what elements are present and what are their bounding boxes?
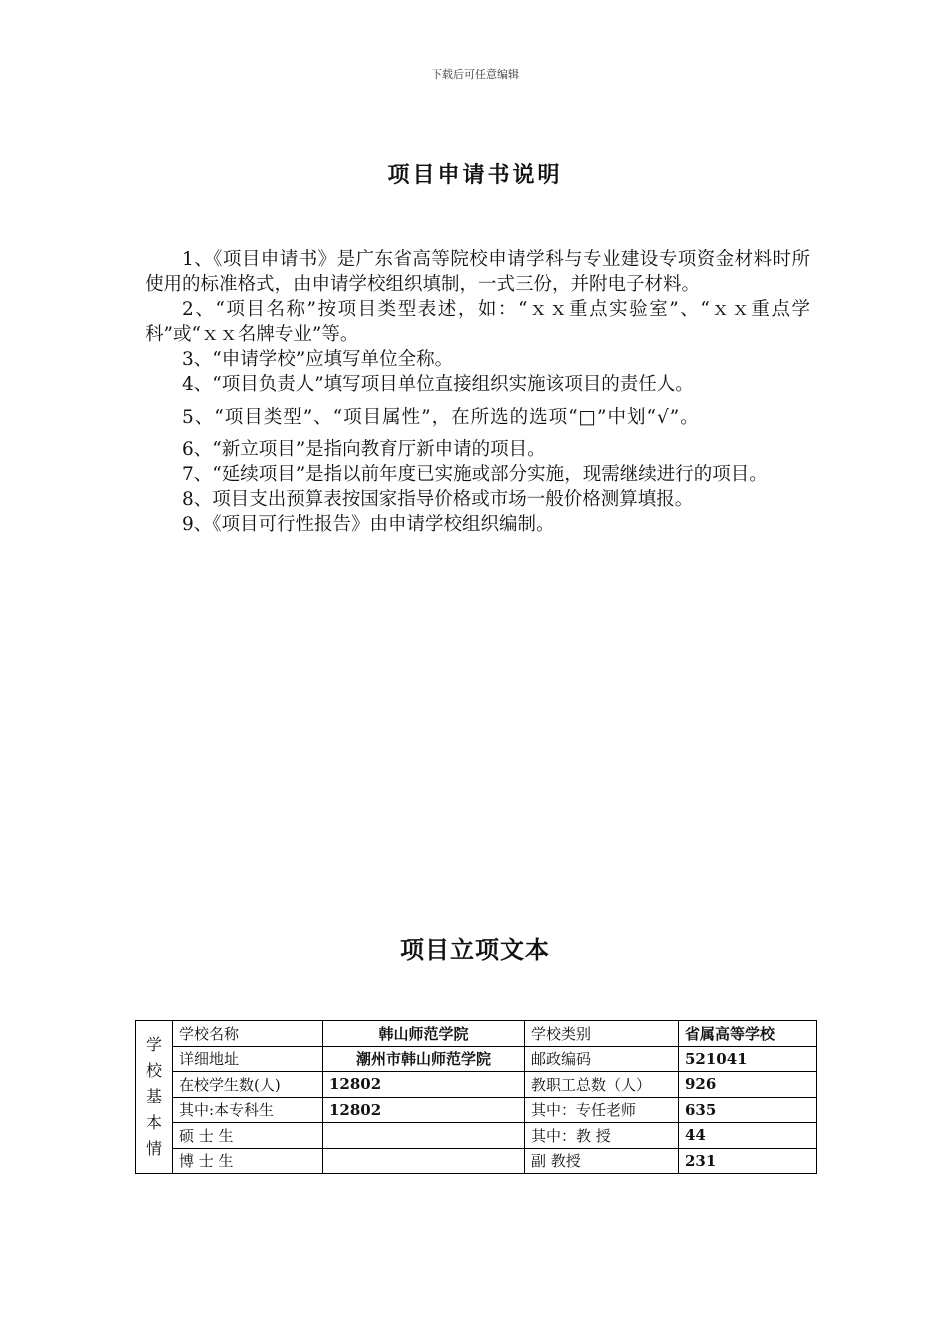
label-cell: 副 教授 bbox=[525, 1148, 679, 1174]
value-cell: 韩山师范学院 bbox=[323, 1021, 525, 1047]
instruction-item: 9、《项目可行性报告》由申请学校组织编制。 bbox=[182, 514, 555, 535]
table-row bbox=[136, 1021, 817, 1047]
instruction-item: 6、“新立项目”是指向教育厅新申请的项目。 bbox=[182, 439, 546, 460]
side-label-char: 基 bbox=[146, 1087, 163, 1106]
value-cell: 12802 bbox=[323, 1072, 525, 1098]
instruction-item: 3、“申请学校”应填写单位全称。 bbox=[182, 349, 454, 370]
school-info-table bbox=[135, 1020, 817, 1174]
table-row bbox=[136, 1046, 817, 1072]
label-cell: 硕 士 生 bbox=[173, 1123, 323, 1149]
label-cell: 邮政编码 bbox=[525, 1046, 679, 1072]
table-row bbox=[136, 1123, 817, 1149]
label-cell: 教职工总数（人） bbox=[525, 1072, 679, 1098]
label-cell: 其中：专任老师 bbox=[525, 1097, 679, 1123]
value-cell: 521041 bbox=[679, 1046, 817, 1072]
side-label-char: 学 bbox=[146, 1035, 163, 1054]
value-cell bbox=[323, 1148, 525, 1174]
table-row bbox=[136, 1072, 817, 1098]
side-label-cell bbox=[136, 1021, 173, 1174]
instruction-item: 8、项目支出预算表按国家指导价格或市场一般价格测算填报。 bbox=[182, 489, 694, 510]
side-label-char: 本 bbox=[146, 1113, 163, 1132]
instruction-item: 2、“项目名称”按项目类型表述，如：“ｘｘ重点实验室”、“ｘｘ重点学科”或“ｘｘ名牌专业”等。 bbox=[145, 299, 810, 345]
label-cell: 学校类别 bbox=[525, 1021, 679, 1047]
label-cell: 其中：教 授 bbox=[525, 1123, 679, 1149]
side-label bbox=[146, 1032, 162, 1162]
label-cell: 其中:本专科生 bbox=[173, 1097, 323, 1123]
value-cell: 231 bbox=[679, 1148, 817, 1174]
side-label-char: 校 bbox=[146, 1061, 163, 1080]
header-note: 下载后可任意编辑 bbox=[431, 68, 519, 81]
value-cell: 926 bbox=[679, 1072, 817, 1098]
value-cell: 省属高等学校 bbox=[679, 1021, 817, 1047]
value-cell: 635 bbox=[679, 1097, 817, 1123]
instructions-title: 项目申请书说明 bbox=[387, 162, 563, 188]
instruction-item: 4、“项目负责人”填写项目单位直接组织实施该项目的责任人。 bbox=[182, 374, 694, 395]
instruction-item: 1、《项目申请书》是广东省高等院校申请学科与专业建设专项资金材料时所使用的标准格式，由申请学校组织填制，一式三份，并附电子材料。 bbox=[145, 249, 810, 295]
value-cell bbox=[323, 1123, 525, 1149]
label-cell: 详细地址 bbox=[173, 1046, 323, 1072]
label-cell: 学校名称 bbox=[173, 1021, 323, 1047]
table-row bbox=[136, 1097, 817, 1123]
value-cell: 44 bbox=[679, 1123, 817, 1149]
value-cell: 12802 bbox=[323, 1097, 525, 1123]
instructions-list bbox=[145, 247, 810, 537]
project-text-title: 项目立项文本 bbox=[400, 935, 550, 964]
value-cell: 潮州市韩山师范学院 bbox=[323, 1046, 525, 1072]
label-cell: 在校学生数(人) bbox=[173, 1072, 323, 1098]
label-cell: 博 士 生 bbox=[173, 1148, 323, 1174]
instruction-item: 7、“延续项目”是指以前年度已实施或部分实施，现需继续进行的项目。 bbox=[182, 464, 768, 485]
table-row bbox=[136, 1148, 817, 1174]
instruction-item: 5、“项目类型”、“项目属性”，在所选的选项“□”中划“√”。 bbox=[182, 407, 700, 428]
side-label-char: 情 bbox=[146, 1139, 163, 1158]
